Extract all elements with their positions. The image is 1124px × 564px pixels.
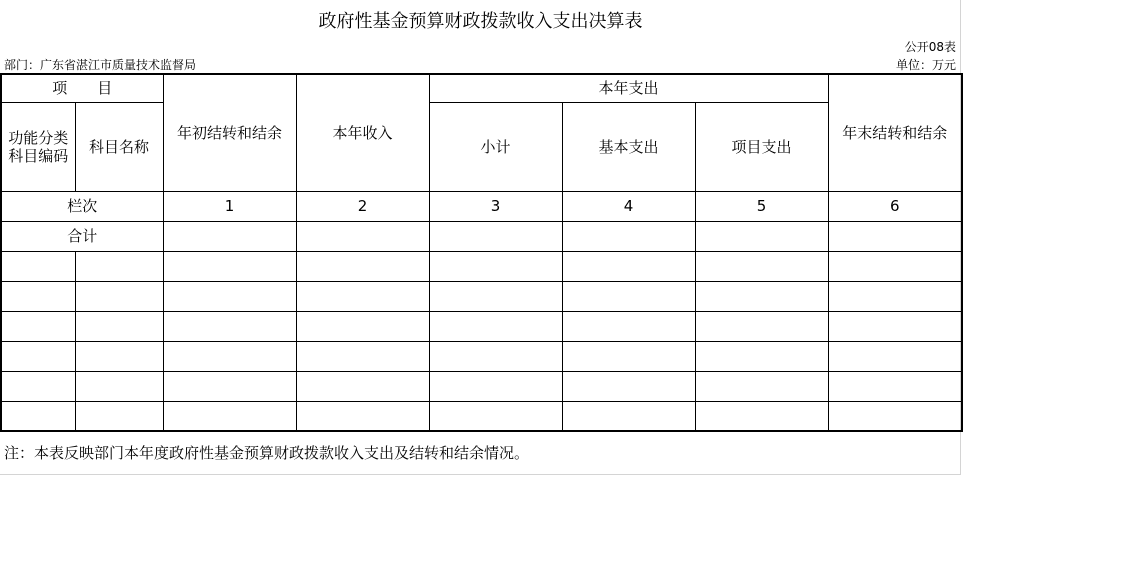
- table-row: [1, 401, 962, 431]
- table-cell: [1, 281, 75, 311]
- table-cell: [163, 401, 296, 431]
- table-cell: [296, 311, 429, 341]
- table-cell: [828, 371, 962, 401]
- column-index-2: 2: [296, 191, 429, 221]
- table-cell: [429, 371, 562, 401]
- table-cell: [163, 221, 296, 251]
- table-row: [1, 251, 962, 281]
- table-cell: [695, 341, 828, 371]
- table-cell: [695, 281, 828, 311]
- column-index-3: 3: [429, 191, 562, 221]
- header-project-expense: 项目支出: [695, 102, 828, 191]
- table-cell: [296, 401, 429, 431]
- table-cell: [163, 341, 296, 371]
- table-cell: [562, 281, 695, 311]
- header-closing-balance: 年末结转和结余: [828, 74, 962, 191]
- table-cell: [429, 251, 562, 281]
- total-label: 合计: [1, 221, 163, 251]
- table-cell: [163, 251, 296, 281]
- total-row: [1, 221, 962, 251]
- table-cell: [828, 251, 962, 281]
- table-cell: [429, 341, 562, 371]
- report-title: 政府性基金预算财政拨款收入支出决算表: [318, 11, 643, 32]
- column-index-label: 栏次: [1, 191, 163, 221]
- table-cell: [562, 311, 695, 341]
- unit-label: 单位：万元: [895, 58, 956, 72]
- table-cell: [75, 251, 163, 281]
- table-cell: [75, 371, 163, 401]
- table-cell: [429, 401, 562, 431]
- table-cell: [1, 371, 75, 401]
- table-cell: [429, 281, 562, 311]
- table-cell: [296, 251, 429, 281]
- table-row: [1, 341, 962, 371]
- column-index-6: 6: [828, 191, 962, 221]
- table-cell: [75, 311, 163, 341]
- column-index-row: [1, 191, 962, 221]
- table-cell: [828, 341, 962, 371]
- table-cell: [828, 221, 962, 251]
- department-label: 部门：广东省湛江市质量技术监督局: [4, 58, 197, 72]
- header-basic-expense: 基本支出: [562, 102, 695, 191]
- table-cell: [1, 251, 75, 281]
- table-row: [1, 281, 962, 311]
- table-cell: [562, 371, 695, 401]
- column-index-4: 4: [562, 191, 695, 221]
- table-cell: [562, 341, 695, 371]
- table-cell: [296, 371, 429, 401]
- header-row-1: [1, 74, 962, 102]
- table-cell: [828, 311, 962, 341]
- table-cell: [163, 281, 296, 311]
- header-current-expense: 本年支出: [429, 74, 828, 102]
- table-cell: [695, 251, 828, 281]
- table-cell: [695, 401, 828, 431]
- table-cell: [75, 341, 163, 371]
- table-cell: [296, 341, 429, 371]
- header-current-income: 本年收入: [296, 74, 429, 191]
- table-cell: [1, 311, 75, 341]
- header-row-2: [1, 102, 962, 191]
- column-index-1: 1: [163, 191, 296, 221]
- header-subtotal: 小计: [429, 102, 562, 191]
- table-cell: [562, 401, 695, 431]
- table-cell: [562, 221, 695, 251]
- header-func-code: 功能分类科目编码: [1, 102, 75, 191]
- table-cell: [562, 251, 695, 281]
- table-cell: [163, 371, 296, 401]
- table-cell: [1, 341, 75, 371]
- table-cell: [828, 281, 962, 311]
- table-cell: [695, 371, 828, 401]
- table-cell: [429, 311, 562, 341]
- table-cell: [75, 281, 163, 311]
- header-item: 项 目: [1, 74, 163, 102]
- table-cell: [828, 401, 962, 431]
- table-row: [1, 371, 962, 401]
- table-cell: [163, 311, 296, 341]
- table-cell: [695, 311, 828, 341]
- footnote: 注：本表反映部门本年度政府性基金预算财政拨款收入支出及结转和结余情况。: [4, 444, 530, 462]
- table-row: [1, 311, 962, 341]
- header-opening-balance: 年初结转和结余: [163, 74, 296, 191]
- header-subject-name: 科目名称: [75, 102, 163, 191]
- column-index-5: 5: [695, 191, 828, 221]
- table-cell: [296, 221, 429, 251]
- table-cell: [429, 221, 562, 251]
- table-cell: [695, 221, 828, 251]
- table-cell: [296, 281, 429, 311]
- table-cell: [75, 401, 163, 431]
- table-cell: [1, 401, 75, 431]
- form-code: 公开08表: [904, 40, 956, 54]
- budget-table: [0, 73, 963, 432]
